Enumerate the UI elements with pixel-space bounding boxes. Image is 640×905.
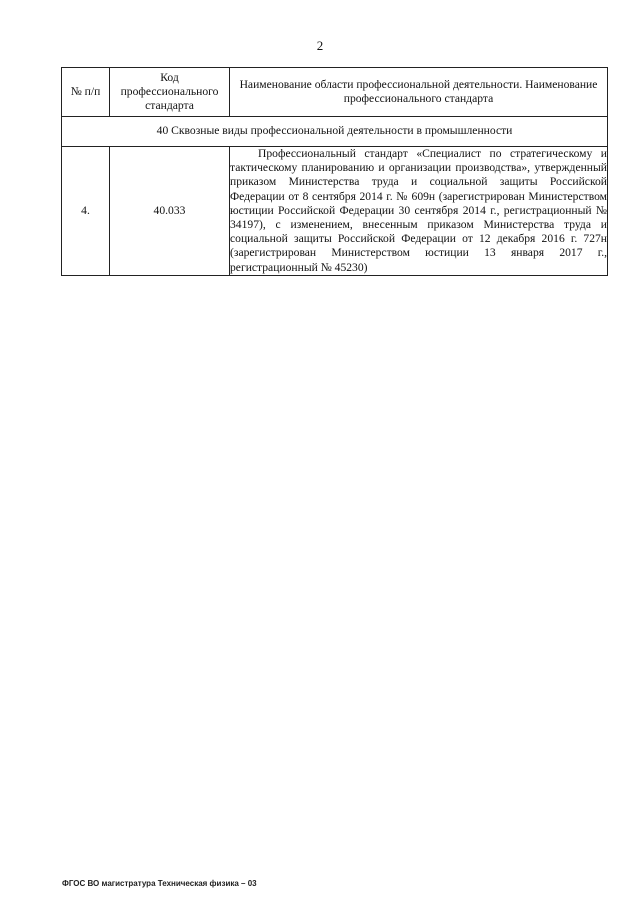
row-code: 40.033 bbox=[110, 147, 230, 276]
row-number: 4. bbox=[62, 147, 110, 276]
table-row bbox=[62, 147, 608, 276]
header-code: Код профессионального стандарта bbox=[110, 68, 230, 117]
header-name: Наименование области профессиональной деятельности. Наименование профессионального стандарта bbox=[230, 68, 608, 117]
header-number: № п/п bbox=[62, 68, 110, 117]
section-row bbox=[62, 117, 608, 147]
professional-standards-table bbox=[61, 67, 608, 276]
table-header-row bbox=[62, 68, 608, 117]
row-description: Профессиональный стандарт «Специалист по стратегическому и тактическому планированию и организации производства», утвержденный приказом Министерства труда и социальной защиты Российской Федерации от 8 сентября 2014 г. № 609н (зарегистрирован Министерством юстиции Российской Федерации 30 сентября 2014 г., регистрационный № 34197), с изменением, внесенным приказом Министерства труда и социальной защиты Российской Федерации от 12 декабря 2016 г. 727н (зарегистрирован Министерством юстиции 13 января 2017 г., регистрационный № 45230) bbox=[230, 147, 607, 274]
footer-text: ФГОС ВО магистратура Техническая физика – 03 bbox=[62, 879, 257, 888]
page-number: 2 bbox=[316, 38, 324, 53]
section-title: 40 Сквозные виды профессиональной деятельности в промышленности bbox=[62, 117, 608, 147]
